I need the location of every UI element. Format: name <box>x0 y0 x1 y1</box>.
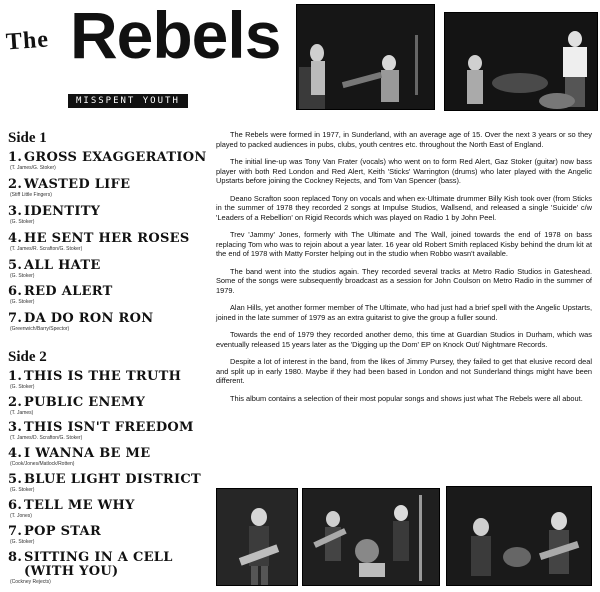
track-credit: (G. Stoker) <box>10 273 35 279</box>
track-list-item <box>8 312 208 332</box>
track-credit: (Cockney Rejects) <box>10 579 51 585</box>
track-number: 7. <box>8 524 23 539</box>
track-number: 5. <box>8 258 23 273</box>
track-title <box>8 421 208 435</box>
track-number: 5. <box>8 472 23 487</box>
bio-paragraph: Deano Scrafton soon replaced Tony on vocals and when ex-Ultimate drummer Billy Kish took over (from Sticks in the summer of 1978 they recorded 2 songs at Impulse Studios, Wallsend, and released a single 'Suicide' c/w 'Leaders of a Rebellion' on Rigid Records which was played on Radio 1 by John Peel. <box>216 193 592 222</box>
track-name: THIS IS THE TRUTH <box>24 369 182 384</box>
track-number: 8. <box>8 550 23 565</box>
track-credit: (Stiff Little Fingers) <box>10 192 52 198</box>
track-name: HE SENT HER ROSES <box>24 231 190 246</box>
track-list-item <box>8 285 208 305</box>
track-title <box>8 205 208 219</box>
track-number: 6. <box>8 284 23 299</box>
track-name: SITTING IN A CELL <box>24 550 173 565</box>
track-credit: (T. James) <box>10 410 34 416</box>
track-title <box>8 551 208 565</box>
track-title <box>8 151 208 165</box>
track-title <box>8 285 208 299</box>
track-number: 6. <box>8 498 23 513</box>
track-credit: (G. Stoker) <box>10 299 35 305</box>
track-name: IDENTITY <box>24 204 101 219</box>
track-list-item <box>8 396 208 416</box>
track-list-item <box>8 421 208 441</box>
track-name: ALL HATE <box>24 258 101 273</box>
bio-paragraph: Towards the end of 1979 they recorded another demo, this time at Guardian Studios in Durham, which was eventually released 15 years later as the 'Digging up the Dom' EP on Knock Out/ Nightmare Records. <box>216 330 592 349</box>
track-number: 1. <box>8 369 23 384</box>
track-title <box>8 259 208 273</box>
title-the: The <box>5 26 50 56</box>
track-name: PUBLIC ENEMY <box>24 395 146 410</box>
track-list-item <box>8 178 208 198</box>
track-credit: (T. James/G. Stoker) <box>10 165 56 171</box>
photo-top-right <box>444 12 598 111</box>
track-credit: (G. Stoker) <box>10 487 35 493</box>
track-title <box>8 525 208 539</box>
track-credit: (G. Stoker) <box>10 384 35 390</box>
bio-paragraph: The initial line-up was Tony Van Frater (vocals) who went on to form Red Alert, Gaz Stoker (guitar) now bass player with both Red London and Red Alert, Keith 'Sticks' Warrington (drums) who later played with the Angelic Upstarts before joining the Cockney Rejects, and Tom Van Spencer (bass). <box>216 156 592 186</box>
bio-paragraph: Alan Hills, yet another former member of The Ultimate, who had just had a brief spell with the Angelic Upstarts, joined in the late summer of 1979 as an extra guitarist to give the group a fuller sound. <box>216 303 592 322</box>
track-number: 3. <box>8 420 23 435</box>
track-credit: (T. James/R. Scrafton/G. Stoker) <box>10 246 83 252</box>
track-list-item <box>8 205 208 225</box>
track-list-item <box>8 525 208 545</box>
track-list-item <box>8 232 208 252</box>
track-list-item <box>8 370 208 390</box>
band-biography <box>216 130 592 411</box>
track-number: 3. <box>8 204 23 219</box>
photo-top-left <box>296 4 435 110</box>
bio-paragraph: Despite a lot of interest in the band, from the likes of Jimmy Pursey, they failed to get that elusive record deal and split up in early 1980. Maybe if they had been based in London and not Sunderland things might have been different. <box>216 357 592 386</box>
side2-heading: Side 2 <box>8 349 47 365</box>
track-name: DA DO RON RON <box>24 311 154 326</box>
track-title <box>8 312 208 326</box>
track-title <box>8 499 208 513</box>
track-name: I WANNA BE ME <box>24 446 151 461</box>
track-credit: (T. Jones) <box>10 513 32 519</box>
photo-bottom-middle <box>302 488 440 586</box>
track-title <box>8 396 208 410</box>
track-credit: (G. Stoker) <box>10 539 35 545</box>
track-list-item <box>8 473 208 493</box>
track-number: 1. <box>8 150 23 165</box>
track-credit: (T. James/D. Scrafton/G. Stoker) <box>10 435 83 441</box>
track-title <box>8 473 208 487</box>
track-credit: (Cook/Jones/Matlock/Rotten) <box>10 461 75 467</box>
photo-bottom-left <box>216 488 298 586</box>
track-title-continued <box>8 565 208 579</box>
track-name: BLUE LIGHT DISTRICT <box>24 472 202 487</box>
bio-paragraph: This album contains a selection of their most popular songs and shows just what The Rebels were all about. <box>230 393 583 403</box>
track-title <box>8 370 208 384</box>
track-number: 7. <box>8 311 23 326</box>
track-number: 2. <box>8 395 23 410</box>
bio-paragraph: The band went into the studios again. They recorded several tracks at Metro Radio Studios in Gateshead. Some of the songs were subsequently broadcast as a session for John Coulson on Metro Radio in the summer of 1979. <box>216 266 592 295</box>
bio-paragraph: Trev 'Jammy' Jones, formerly with The Ultimate and The Wall, joined towards the end of 1978 on bass replacing Tom who was to rejoin about a year later. 16 year old Robert Smith replaced Kisby behind the drum kit at the end of 1978 with Matty Forster helping out in the studio when Robbo wasn't available. <box>216 230 592 259</box>
side1-heading: Side 1 <box>8 130 47 146</box>
track-list-item <box>8 499 208 519</box>
track-name-line2: (WITH YOU) <box>24 564 119 579</box>
track-list-item <box>8 151 208 171</box>
track-name: RED ALERT <box>24 284 113 299</box>
track-list-item <box>8 447 208 467</box>
track-credit: (G. Stoker) <box>10 219 35 225</box>
track-name: WASTED LIFE <box>24 177 131 192</box>
track-name: POP STAR <box>24 524 102 539</box>
track-name: TELL ME WHY <box>24 498 135 513</box>
track-credit: (Greenwich/Barry/Spector) <box>10 326 70 332</box>
album-title-badge: MISSPENT YOUTH <box>68 94 188 108</box>
photo-bottom-right <box>446 486 592 586</box>
band-name: Rebels <box>70 0 281 72</box>
track-title <box>8 178 208 192</box>
track-number: 2. <box>8 177 23 192</box>
track-name: THIS ISN'T FREEDOM <box>24 420 194 435</box>
track-title <box>8 232 208 246</box>
track-list-item <box>8 259 208 279</box>
bio-paragraph: The Rebels were formed in 1977, in Sunderland, with an average age of 15. Over the next 3 years or so they played to packed audiences in pubs, clubs, youth centres etc. throughout the North East of England. <box>216 130 592 149</box>
track-name: GROSS EXAGGERATION <box>24 150 207 165</box>
track-number: 4. <box>8 231 23 246</box>
track-title <box>8 447 208 461</box>
track-number: 4. <box>8 446 23 461</box>
track-list-item <box>8 551 208 585</box>
